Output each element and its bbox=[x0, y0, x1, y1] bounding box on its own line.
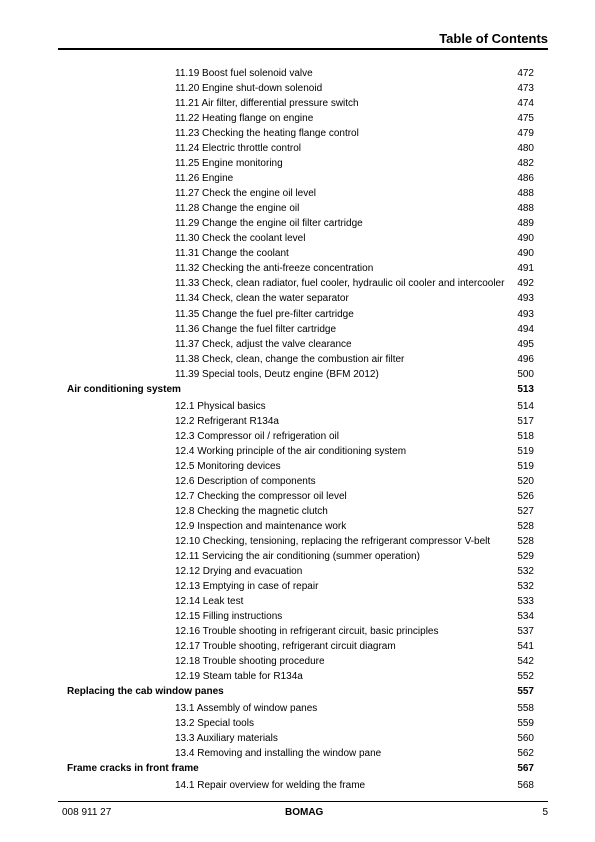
toc-page-number: 567 bbox=[517, 763, 534, 775]
toc-entry bbox=[0, 535, 595, 549]
page-number: 5 bbox=[542, 807, 548, 818]
toc-entry-title: 13.4 Removing and installing the window pane bbox=[175, 748, 382, 760]
toc-entry-title: 12.5 Monitoring devices bbox=[175, 460, 281, 472]
toc-entry bbox=[0, 505, 595, 519]
toc-page-number: 537 bbox=[517, 626, 534, 638]
toc-page-number: 533 bbox=[517, 596, 534, 607]
toc-page-number: 534 bbox=[517, 611, 534, 623]
toc-entry-title: 11.20 Engine shut-down solenoid bbox=[175, 83, 323, 94]
toc-entry-title: 13.2 Special tools bbox=[175, 718, 254, 730]
toc-entry bbox=[0, 127, 595, 141]
toc-entry-title: 12.3 Compressor oil / refrigeration oil bbox=[175, 430, 339, 442]
toc-entry-title: 12.8 Checking the magnetic clutch bbox=[175, 505, 328, 517]
toc-entry bbox=[0, 460, 595, 474]
toc-page-number: 474 bbox=[517, 98, 534, 110]
toc-section-title: Frame cracks in front frame bbox=[67, 763, 199, 775]
toc-entry bbox=[0, 368, 595, 382]
toc-page-number: 472 bbox=[517, 68, 534, 79]
toc-page-number: 562 bbox=[517, 748, 534, 760]
toc-entry-title: 12.6 Description of components bbox=[175, 475, 316, 487]
toc-page-number: 559 bbox=[517, 718, 534, 730]
toc-page-number: 542 bbox=[517, 656, 534, 668]
toc-entry bbox=[0, 157, 595, 171]
toc-entry bbox=[0, 277, 595, 291]
toc-entry bbox=[0, 717, 595, 731]
toc-page-number: 519 bbox=[517, 460, 534, 472]
toc-page-number: 490 bbox=[517, 248, 534, 260]
toc-entry bbox=[0, 400, 595, 414]
toc-page-number: 529 bbox=[517, 551, 534, 562]
toc-page-number: 494 bbox=[517, 323, 534, 335]
brand-name: BOMAG bbox=[285, 807, 324, 818]
toc-entry-title: 11.32 Checking the anti-freeze concentration bbox=[175, 263, 374, 275]
toc-entry-title: 11.35 Change the fuel pre-filter cartridge bbox=[175, 308, 354, 320]
toc-entry-title: 12.4 Working principle of the air conditioning system bbox=[175, 445, 407, 457]
toc-entry bbox=[0, 625, 595, 639]
toc-entry-title: 11.25 Engine monitoring bbox=[175, 158, 283, 170]
toc-page-number: 552 bbox=[517, 671, 534, 683]
toc-entry bbox=[0, 187, 595, 201]
toc-entry bbox=[0, 565, 595, 579]
toc-entry bbox=[0, 702, 595, 716]
toc-section-heading bbox=[0, 383, 595, 397]
toc-entry bbox=[0, 430, 595, 444]
toc-page-number: 480 bbox=[517, 143, 534, 155]
toc-entry-title: 12.16 Trouble shooting in refrigerant circuit, basic principles bbox=[175, 626, 439, 638]
toc-page-number: 520 bbox=[517, 475, 534, 487]
toc-entry-title: 11.30 Check the coolant level bbox=[175, 233, 306, 245]
toc-page-number: 500 bbox=[517, 368, 534, 380]
toc-entry-title: 12.17 Trouble shooting, refrigerant circuit diagram bbox=[175, 641, 396, 653]
toc-page-number: 493 bbox=[517, 293, 534, 305]
toc-entry bbox=[0, 112, 595, 126]
toc-page-number: 527 bbox=[517, 505, 534, 517]
toc-entry-title: 11.24 Electric throttle control bbox=[175, 143, 301, 155]
toc-page-number: 495 bbox=[517, 338, 534, 350]
toc-section-title: Replacing the cab window panes bbox=[67, 686, 224, 698]
toc-page-number: 493 bbox=[517, 308, 534, 320]
toc-entry-title: 12.9 Inspection and maintenance work bbox=[175, 520, 347, 532]
toc-entry-title: 11.34 Check, clean the water separator bbox=[175, 293, 349, 305]
toc-entry bbox=[0, 262, 595, 276]
toc-entry bbox=[0, 732, 595, 746]
toc-entry-title: 11.19 Boost fuel solenoid valve bbox=[175, 68, 313, 79]
toc-page-number: 532 bbox=[517, 581, 534, 592]
toc-page-number: 488 bbox=[517, 203, 534, 215]
toc-page-number: 488 bbox=[517, 188, 534, 200]
toc-entry-title: 11.39 Special tools, Deutz engine (BFM 2012) bbox=[175, 368, 379, 380]
toc-page-number: 473 bbox=[517, 83, 534, 94]
toc-page-number: 486 bbox=[517, 173, 534, 185]
toc-entry bbox=[0, 338, 595, 352]
toc-entry bbox=[0, 520, 595, 534]
toc-entry bbox=[0, 747, 595, 761]
toc-entry-title: 11.31 Change the coolant bbox=[175, 248, 289, 260]
toc-entry bbox=[0, 353, 595, 367]
toc-entry-title: 12.10 Checking, tensioning, replacing the refrigerant compressor V-belt bbox=[175, 535, 491, 547]
toc-entry bbox=[0, 247, 595, 261]
toc-page-number: 490 bbox=[517, 233, 534, 245]
toc-entry bbox=[0, 202, 595, 216]
toc-entry bbox=[0, 415, 595, 429]
toc-entry-title: 11.26 Engine bbox=[175, 173, 234, 185]
toc-entry-title: 12.7 Checking the compressor oil level bbox=[175, 490, 347, 502]
toc-page-number: 514 bbox=[517, 400, 534, 412]
toc-entry bbox=[0, 172, 595, 186]
toc-section-heading bbox=[0, 685, 595, 699]
toc-entry-title: 12.18 Trouble shooting procedure bbox=[175, 656, 325, 668]
toc-entry-title: 11.22 Heating flange on engine bbox=[175, 113, 314, 125]
toc-page-number: 496 bbox=[517, 353, 534, 365]
toc-page-number: 528 bbox=[517, 535, 534, 547]
toc-entry-title: 12.2 Refrigerant R134a bbox=[175, 415, 279, 427]
toc-entry bbox=[0, 142, 595, 156]
toc-entry bbox=[0, 655, 595, 669]
toc-entry-title: 11.27 Check the engine oil level bbox=[175, 188, 317, 200]
toc-entry-title: 11.38 Check, clean, change the combustion air filter bbox=[175, 353, 405, 365]
toc-entry bbox=[0, 232, 595, 246]
toc-entry bbox=[0, 610, 595, 624]
toc-entry bbox=[0, 323, 595, 337]
toc-entry-title: 12.1 Physical basics bbox=[175, 400, 266, 412]
toc-page-number: 518 bbox=[517, 430, 534, 442]
toc-entry bbox=[0, 550, 595, 564]
toc-page-number: 568 bbox=[517, 780, 534, 792]
toc-entry-title: 12.11 Servicing the air conditioning (summer operation) bbox=[175, 551, 420, 562]
toc-page-number: 491 bbox=[517, 263, 534, 275]
toc-entry bbox=[0, 445, 595, 459]
toc-entry bbox=[0, 292, 595, 306]
footer-divider bbox=[58, 801, 548, 802]
toc-page-number: 528 bbox=[517, 520, 534, 532]
toc-page-number: 482 bbox=[517, 158, 534, 170]
toc-page-number: 526 bbox=[517, 490, 534, 502]
toc-entry bbox=[0, 308, 595, 322]
toc-entry bbox=[0, 595, 595, 609]
toc-entry bbox=[0, 640, 595, 654]
toc-entry bbox=[0, 779, 595, 793]
toc-page-number: 519 bbox=[517, 445, 534, 457]
toc-entry-title: 12.15 Filling instructions bbox=[175, 611, 283, 623]
toc-page-number: 479 bbox=[517, 128, 534, 140]
toc-page-number: 560 bbox=[517, 733, 534, 745]
toc-page-number: 557 bbox=[517, 686, 534, 698]
toc-entry-title: 12.14 Leak test bbox=[175, 596, 244, 607]
toc-page-number: 513 bbox=[517, 383, 534, 395]
toc-entry-title: 13.1 Assembly of window panes bbox=[175, 703, 318, 715]
toc-entry bbox=[0, 67, 595, 81]
toc-entry-title: 11.29 Change the engine oil filter cartridge bbox=[175, 218, 363, 230]
toc-section-title: Air conditioning system bbox=[67, 383, 181, 395]
toc-entry-title: 11.23 Checking the heating flange control bbox=[175, 128, 359, 140]
toc-entry-title: 11.36 Change the fuel filter cartridge bbox=[175, 323, 337, 335]
toc-page-number: 541 bbox=[517, 641, 534, 653]
toc-entry bbox=[0, 580, 595, 594]
toc-page-number: 475 bbox=[517, 113, 534, 125]
toc-entry bbox=[0, 82, 595, 96]
page-title: Table of Contents bbox=[439, 31, 548, 46]
toc-entry bbox=[0, 217, 595, 231]
toc-page-number: 492 bbox=[517, 278, 534, 290]
toc-page-number: 517 bbox=[517, 415, 534, 427]
toc-entry-title: 11.37 Check, adjust the valve clearance bbox=[175, 338, 352, 350]
document-number: 008 911 27 bbox=[62, 807, 112, 818]
toc-entry bbox=[0, 97, 595, 111]
toc-entry bbox=[0, 475, 595, 489]
toc-entry-title: 12.19 Steam table for R134a bbox=[175, 671, 303, 683]
toc-entry bbox=[0, 490, 595, 504]
toc-entry-title: 11.33 Check, clean radiator, fuel cooler, hydraulic oil cooler and intercooler bbox=[175, 278, 505, 290]
toc-page-number: 489 bbox=[517, 218, 534, 230]
toc-entry-title: 13.3 Auxiliary materials bbox=[175, 733, 278, 745]
toc-page-number: 532 bbox=[517, 566, 534, 577]
toc-entry bbox=[0, 670, 595, 684]
toc-entry-title: 11.28 Change the engine oil bbox=[175, 203, 300, 215]
toc-entry-title: 14.1 Repair overview for welding the frame bbox=[175, 780, 366, 792]
toc-section-heading bbox=[0, 762, 595, 776]
toc-entry-title: 11.21 Air filter, differential pressure switch bbox=[175, 98, 359, 110]
toc-entry-title: 12.13 Emptying in case of repair bbox=[175, 581, 319, 592]
toc-page-number: 558 bbox=[517, 703, 534, 715]
toc-entry-title: 12.12 Drying and evacuation bbox=[175, 566, 303, 577]
